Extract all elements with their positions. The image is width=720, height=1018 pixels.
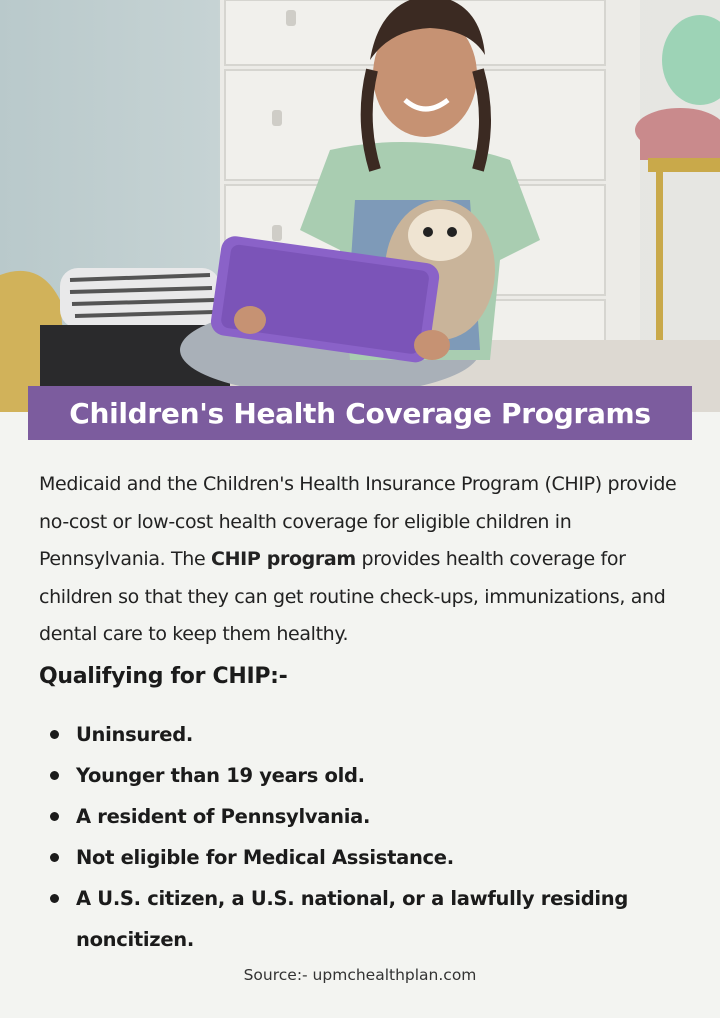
- list-item-text: Younger than 19 years old.: [76, 764, 365, 787]
- hero-photo: [0, 0, 720, 412]
- list-item-text: Not eligible for Medical Assistance.: [76, 846, 454, 869]
- bullet-icon: [50, 853, 59, 862]
- list-item: [42, 714, 662, 755]
- bullet-icon: [50, 894, 59, 903]
- list-item-text: A U.S. citizen, a U.S. national, or a lawfully residing noncitizen.: [76, 887, 629, 951]
- hero-illustration: [0, 0, 720, 412]
- list-item-text: A resident of Pennsylvania.: [76, 805, 371, 828]
- list-item-text: Uninsured.: [76, 723, 193, 746]
- intro-bold-chip-program: CHIP program: [210, 548, 356, 570]
- list-item: [42, 755, 662, 796]
- bullet-icon: [50, 812, 59, 821]
- qualifying-list: [42, 714, 662, 960]
- title-banner: [28, 386, 692, 440]
- list-item: [42, 837, 662, 878]
- intro-text-start: Medicaid and the Children's Health Insurance Program (CHIP) provide no-cost or low-cost health coverage for eligible children in Pennsylvania. The: [39, 473, 677, 570]
- page-title: Children's Health Coverage Programs: [69, 396, 651, 430]
- list-item: [42, 878, 662, 960]
- bullet-icon: [50, 730, 59, 739]
- intro-paragraph: [39, 466, 689, 654]
- intro-text-end: provides health coverage for children so that they can get routine check-ups, immunizations, and dental care to keep them healthy.: [39, 548, 666, 645]
- qualifying-heading: Qualifying for CHIP:-: [39, 664, 288, 689]
- source-credit: Source:- upmchealthplan.com: [243, 966, 477, 984]
- bullet-icon: [50, 771, 59, 780]
- list-item: [42, 796, 662, 837]
